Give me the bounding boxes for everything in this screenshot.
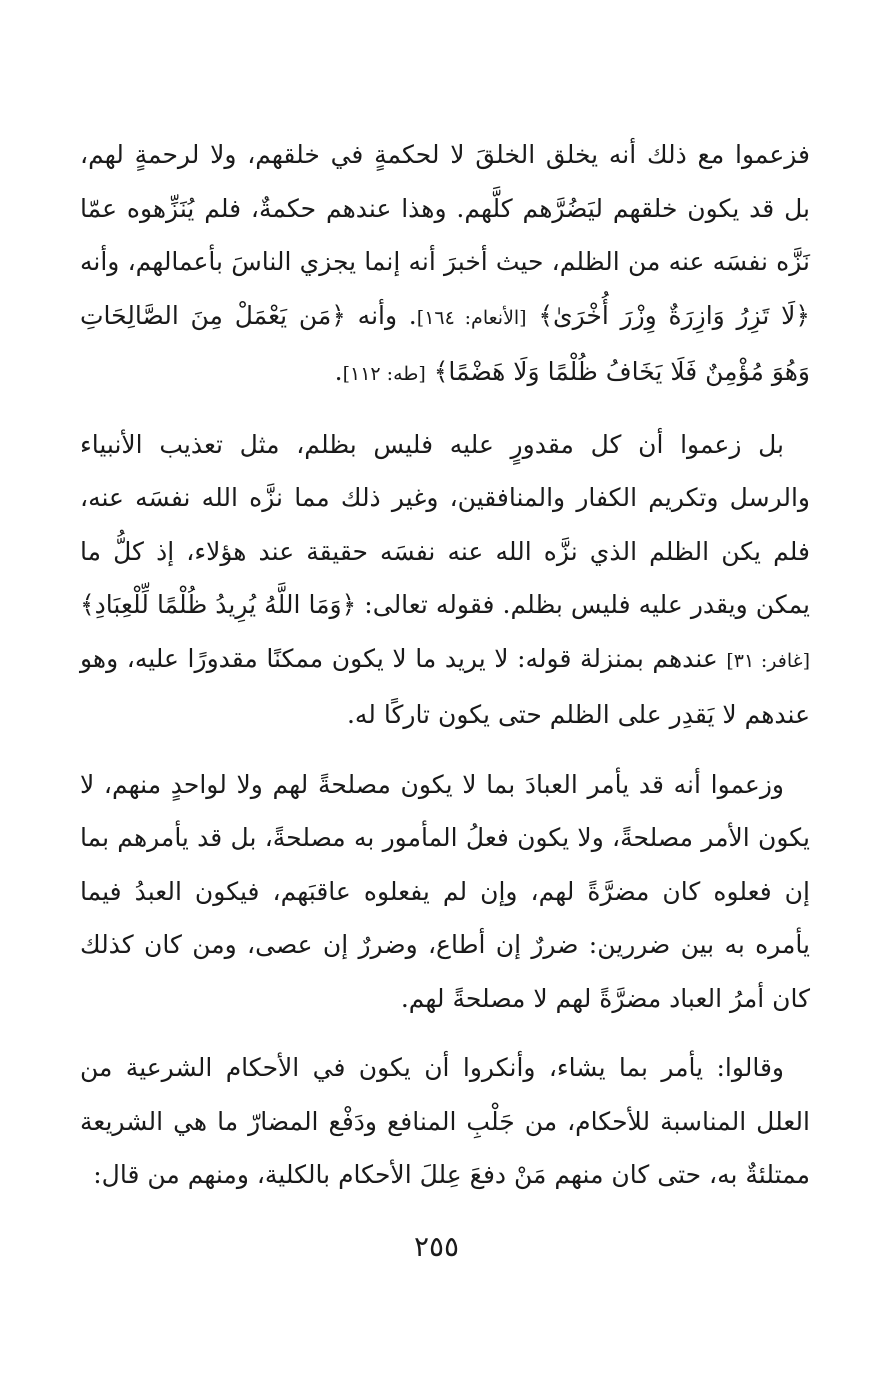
- paragraph-text: . وأنه: [345, 300, 417, 330]
- quran-verse: ﴿وَمَا اللَّهُ يُرِيدُ ظُلْمًا لِّلْعِبَادِ﴾: [80, 590, 357, 619]
- paragraph-2: [80, 418, 810, 742]
- paragraph-text: وزعموا أنه قد يأمر العبادَ بما لا يكون مصلحةً لهم ولا لواحدٍ منهم، لا يكون الأمر مصلحةً، ولا يكون فعلُ المأمور به مصلحةً، بل قد يأمرهم بما إن فعلوه كان مضرَّةً لهم، وإن لم يفعلوه عاقبَهم، فيكون العبدُ فيما يأمره به بين ضررين: ضررٌ إن أطاع، وضررٌ إن عصى، ومن كان كذلك كان أمرُ العباد مضرَّةً لهم لا مصلحةً لهم.: [80, 769, 810, 1013]
- verse-reference: [طه: ١١٢]: [342, 363, 426, 385]
- paragraph-3: [80, 758, 810, 1026]
- page-number: ٢٥٥: [413, 1230, 460, 1263]
- paragraph-text: وقالوا: يأمر بما يشاء، وأنكروا أن يكون في الأحكام الشرعية من العلل المناسبة للأحكام، من جَلْبِ المنافع ودَفْع المضارّ ما هي الشريعة ممتلئةٌ به، حتى كان منهم مَنْ دفعَ عِللَ الأحكام بالكلية، ومنهم من قال:: [80, 1053, 810, 1189]
- paragraph-text: .: [334, 357, 343, 386]
- paragraph-text: [426, 357, 434, 386]
- paragraph-text: بل زعموا أن كل مقدورٍ عليه فليس بظلم، مثل تعذيب الأنبياء والرسل وتكريم الكفار والمنافقين، وغير ذلك مما نزَّه الله نفسَه عنه، فلم يكن الظلم الذي نزَّه الله عنه نفسَه حقيقة عند هؤلاء، إذ كلُّ ما يمكن ويقدر عليه فليس بظلم. فقوله تعالى:: [80, 429, 811, 619]
- verse-reference: [غافر: ٣١]: [726, 649, 810, 672]
- paragraph-4: [80, 1041, 810, 1202]
- paragraph-text: عندهم بمنزلة قوله: لا يريد ما لا يكون ممكنًا مقدورًا عليه، وهو عندهم لا يَقدِر على الظلم حتى يكون تاركًا له.: [80, 643, 810, 729]
- paragraph-text: فزعموا مع ذلك أنه يخلق الخلقَ لا لحكمةٍ في خلقهم، ولا لرحمةٍ لهم، بل قد يكون خلقهم ليَضُرَّهم كلَّهم. وهذا عندهم حكمةٌ، فلم يُنَزِّهوه عمّا نَزَّه نفسَه عنه من الظلم، حيث أخبرَ أنه إنما يجزي الناسَ بأعمالهم، وأنه: [80, 140, 810, 276]
- verse-reference: [الأنعام: ١٦٤]: [416, 306, 527, 329]
- page-body: [80, 128, 810, 1218]
- quran-verse: ﴿مَن يَعْمَلْ مِنَ الصَّالِحَاتِ وَهُوَ مُؤْمِنٌ فَلَا يَخَافُ ظُلْمًا وَلَا هَضْمًا﴾: [80, 300, 810, 386]
- paragraph-text: [527, 301, 539, 330]
- quran-verse: ﴿لَا تَزِرُ وَازِرَةٌ وِزْرَ أُخْرَىٰ﴾: [538, 300, 810, 330]
- paragraph-1: [80, 128, 810, 402]
